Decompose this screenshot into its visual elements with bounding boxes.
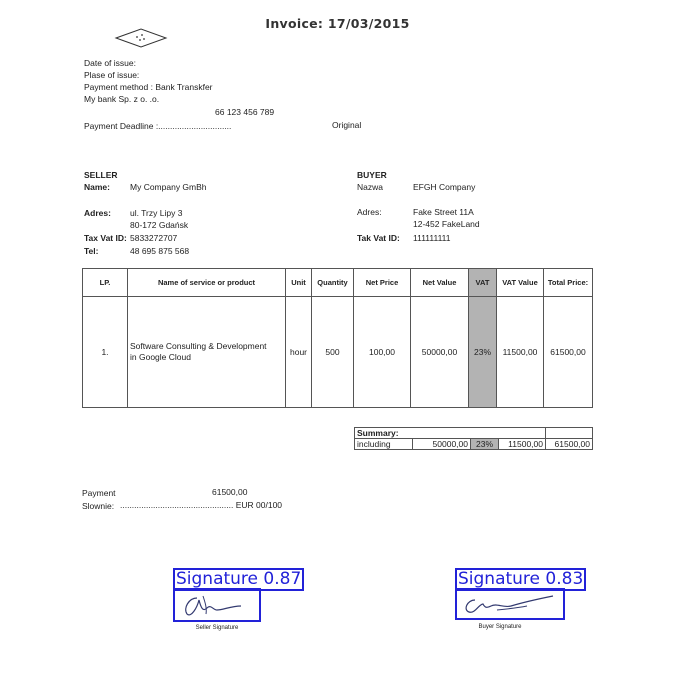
buyer-signature-caption: Buyer Signature (478, 624, 522, 630)
seller-name-label: Name: (84, 182, 110, 192)
buyer-name: EFGH Company (413, 182, 476, 192)
seller-tel: 48 695 875 568 (130, 246, 190, 256)
cell-name-line1: Software Consulting & Development (130, 341, 267, 351)
cell-total: 61500,00 (544, 297, 593, 408)
summary-table (354, 427, 593, 450)
original-label: Original (332, 120, 362, 130)
header-unit: Unit (286, 269, 312, 297)
cell-lp: 1. (83, 297, 128, 408)
seller-signature-detection-label: Signature 0.87 (173, 568, 304, 591)
buyer-name-label: Nazwa (357, 182, 383, 192)
summary-vat: 23% (471, 439, 499, 450)
header-quantity: Quantity (312, 269, 354, 297)
invoice-title: Invoice: 17/03/2015 (265, 16, 410, 31)
seller-tax-id: 5833272707 (130, 233, 178, 243)
seller-signature-box (173, 588, 261, 622)
buyer-address-line2: 12-452 FakeLand (413, 219, 480, 229)
buyer-address-line1: Fake Street 11A (413, 207, 474, 217)
seller-address-label: Adres: (84, 208, 111, 218)
cell-quantity: 500 (312, 297, 354, 408)
bank-account: 66 123 456 789 (215, 107, 275, 117)
payment-method: Payment method : Bank Transkfer (84, 82, 213, 92)
header-vat: VAT (469, 269, 497, 297)
header-total-price: Total Price: (544, 269, 593, 297)
header-net-value: Net Value (411, 269, 469, 297)
seller-address-line1: ul. Trzy Lipy 3 (130, 208, 183, 218)
cell-net-value: 50000,00 (411, 297, 469, 408)
payment-amount: 61500,00 (212, 487, 248, 497)
seller-signature-caption: Seller Signature (195, 625, 239, 631)
company-logo (113, 27, 169, 49)
payment-words: ................................................ EUR 00/100 (120, 500, 283, 510)
seller-name: My Company GmBh (130, 182, 207, 192)
items-table (82, 268, 593, 408)
summary-vat-value: 11500,00 (499, 439, 546, 450)
header-name: Name of service or product (128, 269, 286, 297)
cell-name-line2: in Google Cloud (130, 352, 191, 362)
place-of-issue: Plase of issue: (84, 70, 140, 80)
summary-total: 61500,00 (546, 439, 593, 450)
summary-row (355, 439, 593, 450)
summary-title: Summary: (355, 428, 413, 439)
seller-tel-label: Tel: (84, 246, 99, 256)
seller-heading: SELLER (84, 170, 118, 180)
payment-deadline: Payment Deadline :............................... (84, 121, 232, 131)
header-vat-value: VAT Value (497, 269, 544, 297)
date-of-issue: Date of issue: (84, 58, 136, 68)
seller-address-line2: 80-172 Gdańsk (130, 220, 189, 230)
buyer-signature-box (455, 588, 565, 620)
cell-vat-value: 11500,00 (497, 297, 544, 408)
buyer-tax-label: Tak Vat ID: (357, 233, 400, 243)
seller-signature-scribble (175, 590, 259, 620)
cell-vat: 23% (469, 297, 497, 408)
buyer-signature-scribble (457, 590, 563, 618)
cell-name (128, 297, 286, 408)
header-lp: LP. (83, 269, 128, 297)
cell-net-price: 100,00 (354, 297, 411, 408)
cell-unit: hour (286, 297, 312, 408)
header-net-price: Net Price (354, 269, 411, 297)
payment-words-label: Slownie: (82, 501, 115, 511)
table-row (83, 297, 593, 408)
buyer-signature-detection-label: Signature 0.83 (455, 568, 586, 591)
buyer-tax-id: 111111111 (413, 233, 451, 243)
seller-tax-label: Tax Vat ID: (84, 233, 127, 243)
table-header-row (83, 269, 593, 297)
payment-label: Payment (82, 488, 116, 498)
buyer-address-label: Adres: (357, 207, 382, 217)
bank-name: My bank Sp. z o. .o. (84, 94, 160, 104)
summary-label: including (355, 439, 413, 450)
summary-title-row (355, 428, 593, 439)
buyer-heading: BUYER (357, 170, 387, 180)
summary-net-value: 50000,00 (413, 439, 471, 450)
